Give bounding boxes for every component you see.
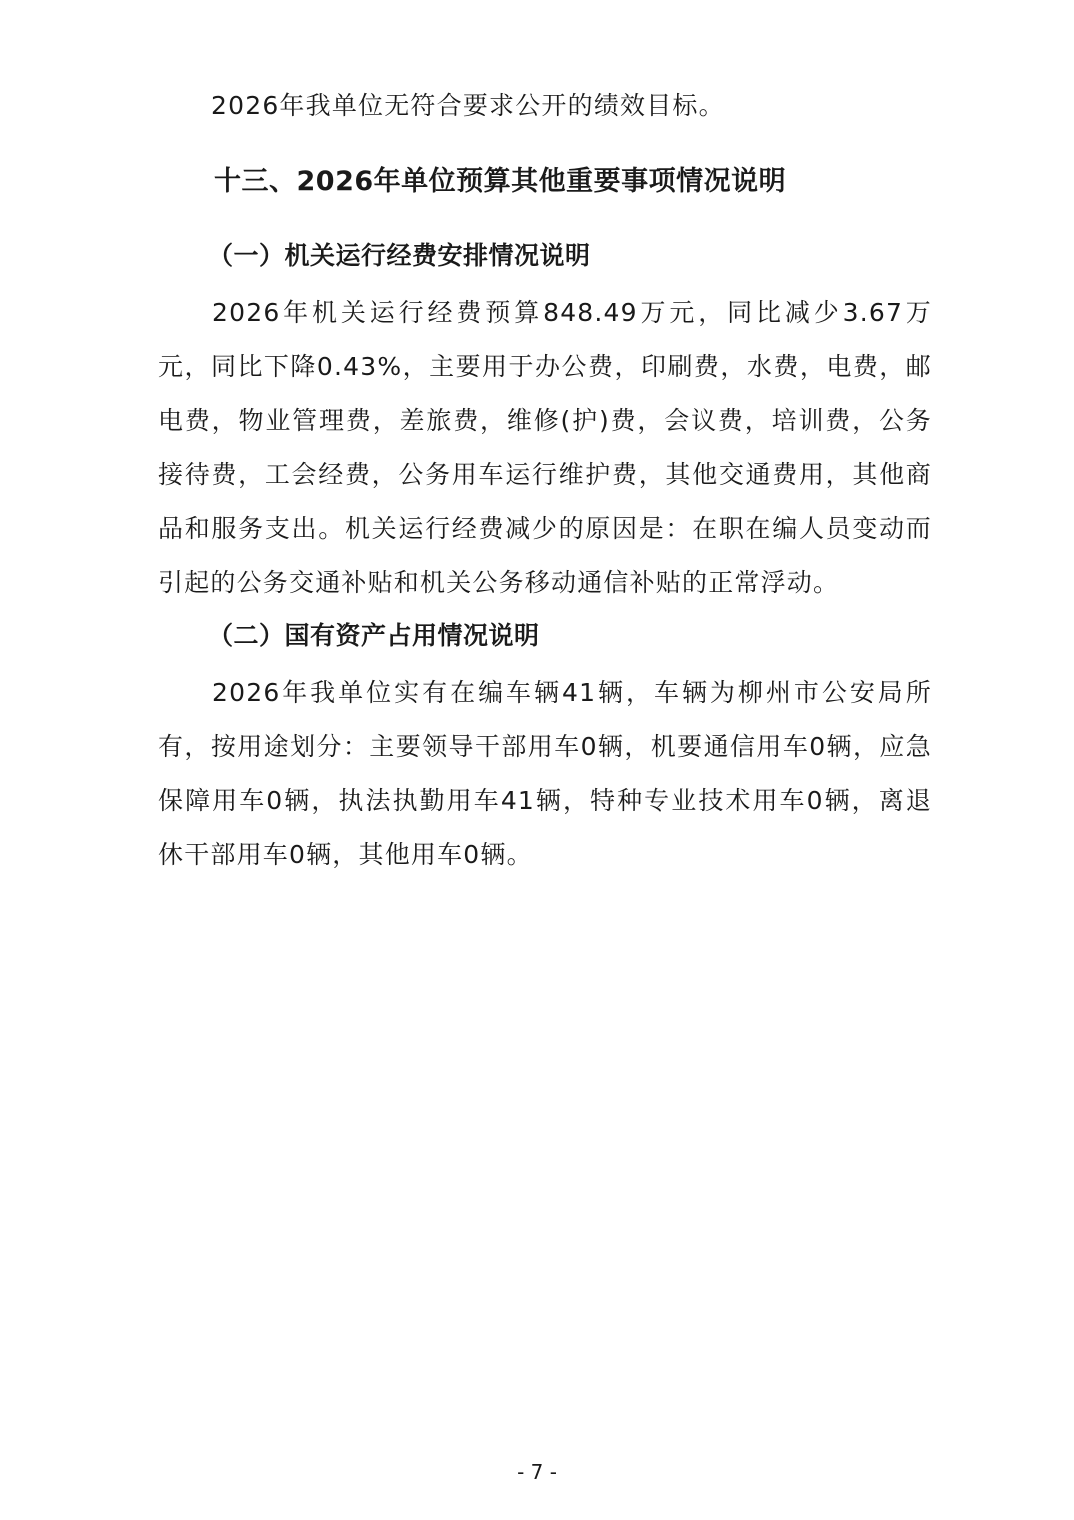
subsection-heading-1: （一）机关运行经费安排情况说明 [208, 241, 591, 270]
section-title: 十三、2026年单位预算其他重要事项情况说明 [214, 166, 787, 197]
subsection-heading-2: （二）国有资产占用情况说明 [208, 621, 540, 650]
page-number: - 7 - [517, 1460, 557, 1484]
subsection-body-1: 2026年机关运行经费预算848.49万元，同比减少3.67万元，同比下降0.43%，主要用于办公费，印刷费，水费，电费，邮电费，物业管理费，差旅费，维修(护)费，会议费，培训费，公务接待费，工会经费，公务用车运行维护费，其他交通费用，其他商品和服务支出。机关运行经费减少的原因是：在职在编人员变动而引起的公务交通补贴和机关公务移动通信补贴的正常浮动。 [158, 298, 932, 597]
subsection-body-2: 2026年我单位实有在编车辆41辆，车辆为柳州市公安局所有，按用途划分：主要领导干部用车0辆，机要通信用车0辆，应急保障用车0辆，执法执勤用车41辆，特种专业技术用车0辆，离退休干部用车0辆，其他用车0辆。 [158, 678, 932, 869]
intro-paragraph: 2026年我单位无符合要求公开的绩效目标。 [211, 91, 725, 120]
